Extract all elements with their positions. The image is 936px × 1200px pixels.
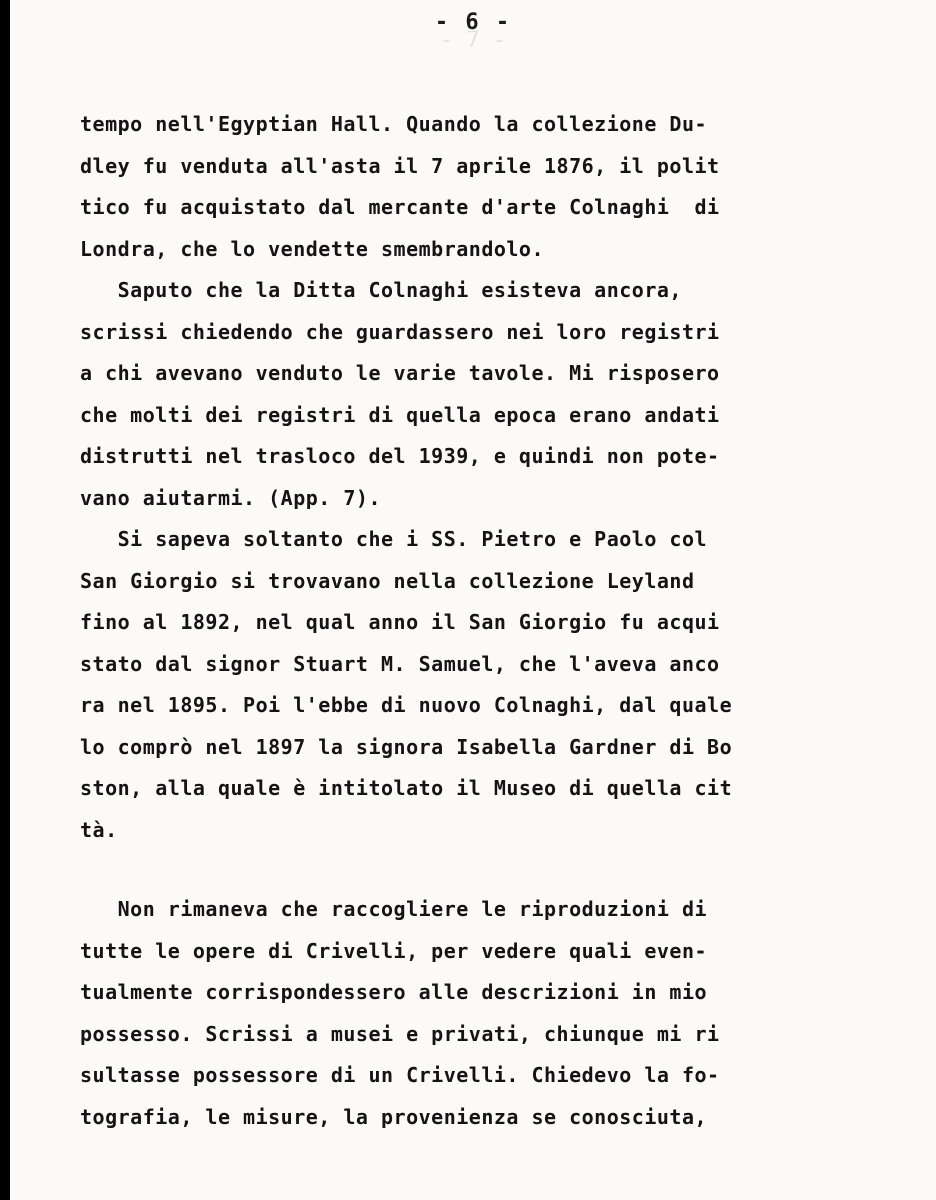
text-line: ra nel 1895. Poi l'ebbe di nuovo Colnaghi, dal quale <box>80 693 733 717</box>
text-line: fino al 1892, nel qual anno il San Giorgio fu acqui <box>80 610 720 634</box>
text-line: scrissi chiedendo che guardassero nei loro registri <box>80 319 720 344</box>
text-line: tempo nell'Egyptian Hall. Quando la collezione Du- <box>80 112 708 136</box>
text-line: distrutti nel trasloco del 1939, e quindi non pote- <box>80 444 720 468</box>
text-line: tografia, le misure, la provenienza se conosciuta, <box>80 1104 708 1129</box>
text-line: Londra, che lo vendette smembrandolo. <box>80 236 545 261</box>
text-line: a chi avevano venduto le varie tavole. Mi risposero <box>80 361 720 385</box>
text-line: tutte le opere di Crivelli, per vedere quali even- <box>80 938 708 963</box>
text-line: lo comprò nel 1897 la signora Isabella Gardner di Bo <box>80 734 733 759</box>
text-line: che molti dei registri di quella epoca erano andati <box>80 402 720 427</box>
text-line: stato dal signor Stuart M. Samuel, che l'aveva anco <box>80 651 720 676</box>
paragraph-4 <box>80 889 840 1138</box>
bleed-through-page-number: - 7 - <box>439 28 507 53</box>
paragraph-1 <box>80 104 840 270</box>
text-line: tico fu acquistato dal mercante d'arte Colnaghi di <box>80 195 720 219</box>
text-line: ston, alla quale è intitolato il Museo di quella cit <box>80 776 733 800</box>
text-line: possesso. Scrissi a musei e privati, chiunque mi ri <box>80 1021 720 1046</box>
paragraph-3 <box>80 519 840 851</box>
text-line: vano aiutarmi. (App. 7). <box>80 485 381 510</box>
paragraph-2 <box>80 270 840 519</box>
text-line: San Giorgio si trovavano nella collezione Leyland <box>80 568 695 593</box>
body-text <box>80 104 840 1138</box>
paragraph-spacer <box>80 851 840 889</box>
document-page <box>10 0 936 1200</box>
text-line: Saputo che la Ditta Colnaghi esisteva ancora, <box>80 278 682 302</box>
text-line: sultasse possessore di un Crivelli. Chiedevo la fo- <box>80 1063 720 1087</box>
text-line: Non rimaneva che raccogliere le riproduzioni di <box>80 897 708 921</box>
text-line: Si sapeva soltanto che i SS. Pietro e Paolo col <box>80 527 708 551</box>
text-line: tualmente corrispondessero alle descrizioni in mio <box>80 980 708 1004</box>
text-line: tà. <box>80 817 118 842</box>
text-line: dley fu venduta all'asta il 7 aprile 1876, il polit <box>80 153 720 178</box>
page-number: - 6 - <box>434 10 512 35</box>
